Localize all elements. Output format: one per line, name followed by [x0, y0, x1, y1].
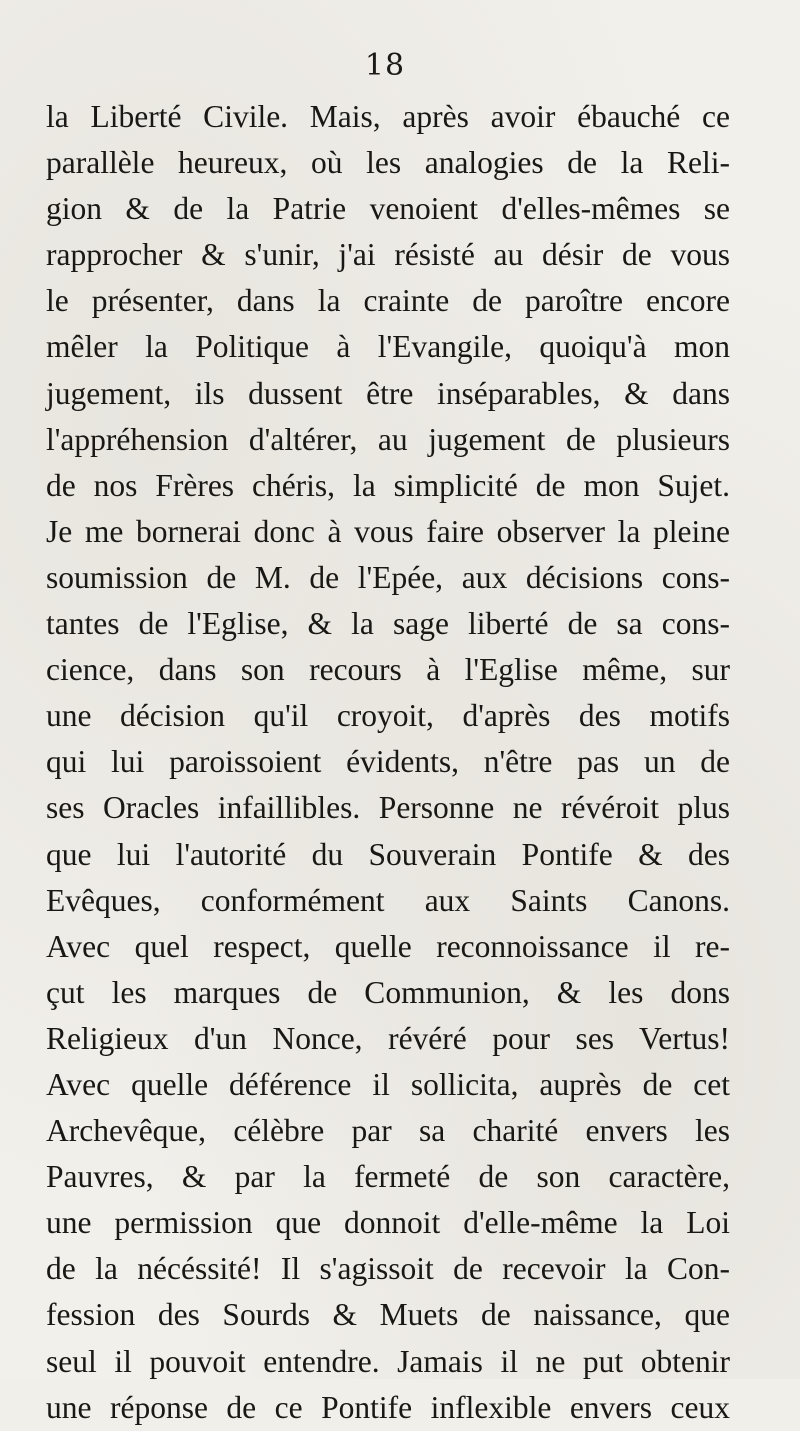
text-line: rapprocher & s'unir, j'ai résisté au désir de vous: [46, 237, 730, 273]
text-line: Je me bornerai donc à vous faire observer la pleine: [46, 513, 730, 549]
text-line: jugement, ils dussent être inséparables, & dans: [46, 375, 730, 411]
text-line: gion & de la Patrie venoient d'elles-mêmes se: [46, 191, 730, 227]
text-line: mêler la Politique à l'Evangile, quoiqu'à mon: [46, 329, 730, 365]
text-line: une décision qu'il croyoit, d'après des motifs: [46, 698, 730, 734]
text-line: Pauvres, & par la fermeté de son caractère,: [46, 1159, 730, 1195]
text-line: tantes de l'Eglise, & la sage liberté de sa cons-: [46, 606, 730, 642]
text-line: Archevêque, célèbre par sa charité envers les: [46, 1113, 730, 1149]
text-line: de la nécéssité! Il s'agissoit de recevoir la Con-: [46, 1251, 730, 1287]
text-line: une permission que donnoit d'elle-même la Loi: [46, 1205, 730, 1241]
page-number: 18: [364, 48, 406, 83]
text-line: parallèle heureux, où les analogies de la Reli-: [46, 145, 730, 181]
text-line: çut les marques de Communion, & les dons: [46, 974, 730, 1010]
text-line: l'appréhension d'altérer, au jugement de plusieurs: [46, 421, 730, 457]
text-line: la Liberté Civile. Mais, après avoir ébauché ce: [46, 99, 730, 134]
text-line: Avec quelle déférence il sollicita, auprès de cet: [46, 1066, 730, 1102]
body-text: [46, 94, 730, 1431]
text-line: Evêques, conformément aux Saints Canons.: [46, 882, 730, 918]
text-line: que lui l'autorité du Souverain Pontife & des: [46, 836, 730, 872]
text-line: le présenter, dans la crainte de paroître encore: [46, 283, 730, 319]
text-line: de nos Frères chéris, la simplicité de mon Sujet.: [46, 467, 730, 503]
text-line: une réponse de ce Pontife inflexible envers ceux: [46, 1389, 730, 1425]
text-line: seul il pouvoit entendre. Jamais il ne put obtenir: [46, 1343, 730, 1379]
text-line: qui lui paroissoient évidents, n'être pas un de: [46, 744, 730, 780]
text-line: cience, dans son recours à l'Eglise même, sur: [46, 652, 730, 688]
text-line: Religieux d'un Nonce, révéré pour ses Vertus!: [46, 1020, 730, 1056]
text-line: ses Oracles infaillibles. Personne ne révéroit plus: [46, 790, 730, 826]
text-line: Avec quel respect, quelle reconnoissance il re-: [46, 928, 730, 964]
text-line: fession des Sourds & Muets de naissance, que: [46, 1297, 730, 1333]
text-line: soumission de M. de l'Epée, aux décisions cons-: [46, 559, 730, 595]
